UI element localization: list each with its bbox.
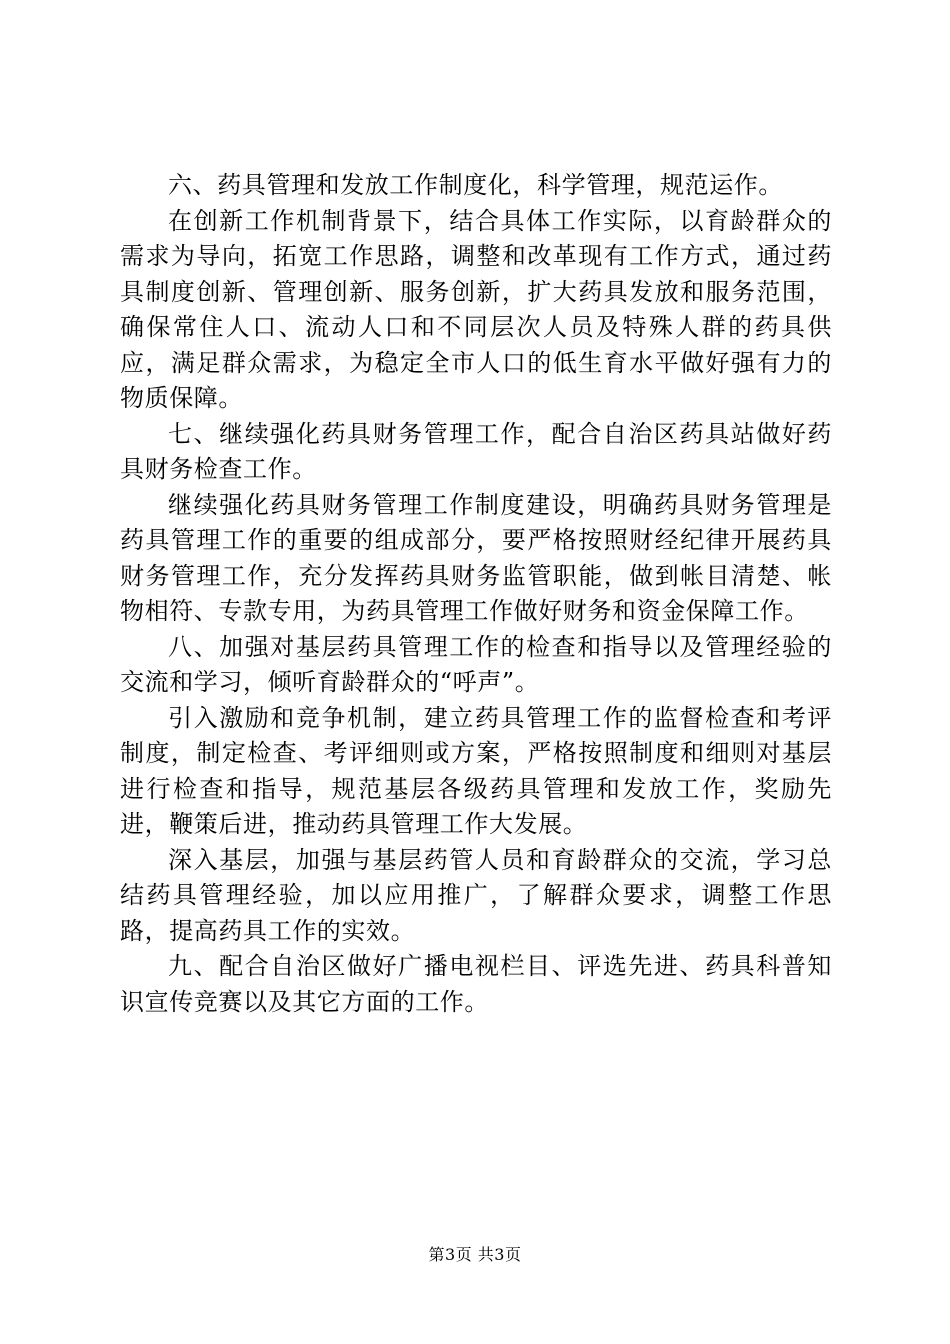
paragraph: 深入基层，加强与基层药管人员和育龄群众的交流，学习总结药具管理经验，加以应用推广，了解群众要求，调整工作思路，提高药具工作的实效。	[120, 845, 832, 945]
document-body	[120, 168, 832, 1020]
section-heading-9: 九、配合自治区做好广播电视栏目、评选先进、药具科普知识宣传竞赛以及其它方面的工作。	[120, 952, 832, 1016]
section-heading-8: 八、加强对基层药具管理工作的检查和指导以及管理经验的交流和学习，倾听育龄群众的“呼声”。	[120, 632, 832, 696]
page-footer: 第3页 共3页	[428, 1245, 522, 1264]
paragraph: 在创新工作机制背景下，结合具体工作实际，以育龄群众的需求为导向，拓宽工作思路，调整和改革现有工作方式，通过药具制度创新、管理创新、服务创新，扩大药具发放和服务范围，确保常住人口、流动人口和不同层次人员及特殊人群的药具供应，满足群众需求，为稳定全市人口的低生育水平做好强有力的物质保障。	[120, 206, 832, 412]
section-heading-7: 七、继续强化药具财务管理工作，配合自治区药具站做好药具财务检查工作。	[120, 419, 832, 483]
section-heading-6: 六、药具管理和发放工作制度化，科学管理，规范运作。	[168, 171, 783, 199]
paragraph: 继续强化药具财务管理工作制度建设，明确药具财务管理是药具管理工作的重要的组成部分，要严格按照财经纪律开展药具财务管理工作，充分发挥药具财务监管职能，做到帐目清楚、帐物相符、专款专用，为药具管理工作做好财务和资金保障工作。	[120, 490, 832, 625]
paragraph: 引入激励和竞争机制，建立药具管理工作的监督检查和考评制度，制定检查、考评细则或方案，严格按照制度和细则对基层进行检查和指导，规范基层各级药具管理和发放工作，奖励先进，鞭策后进，推动药具管理工作大发展。	[120, 703, 832, 838]
